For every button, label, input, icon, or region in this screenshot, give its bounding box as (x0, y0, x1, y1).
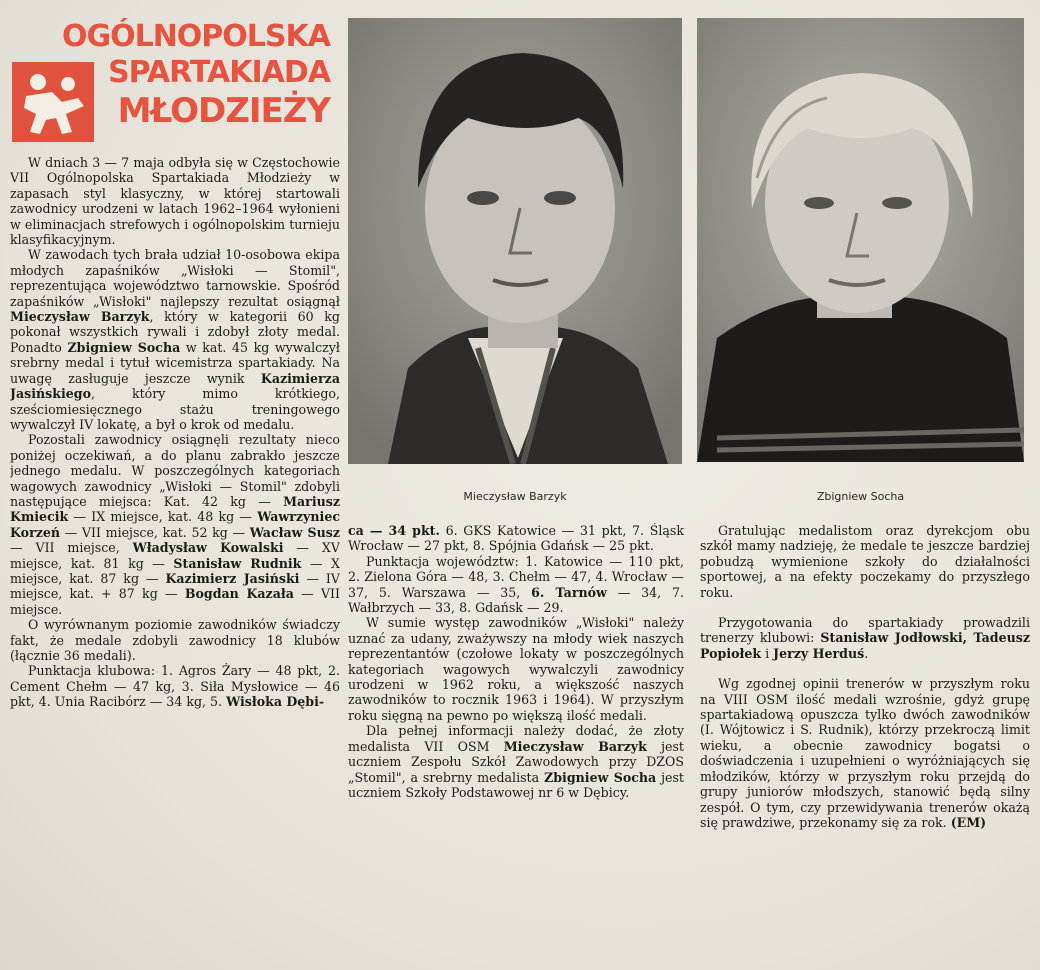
article-column-3 (700, 523, 1030, 963)
photo-mieczyslaw-barzyk (348, 18, 682, 464)
paragraph: W sumie występ zawodników „Wisłoki" należy uznać za udany, zważywszy na młody wiek naszych reprezentantów (czołowe lokaty w poszczególnych kategoriach wagowych wywalczyli zawodnicy urodzeni w 1962 roku, a większość naszych zawodników to rocznik 1963 i 1964). W przyszłym roku sięgną na pewno po większą ilość medali. (348, 615, 684, 723)
paragraph: Gratulując medalistom oraz dyrekcjom obu szkół mamy nadzieję, że medale te jeszcze bardziej pobudzą wymienione szkoły do działalności sportowej, a na efekty poczekamy do przyszłego roku. (700, 523, 1030, 600)
paragraph: Punktacja województw: 1. Katowice — 110 pkt, 2. Zielona Góra — 48, 3. Chełm — 47, 4. Wrocław — 37, 5. Warszawa — 35, 6. Tarnów — 34, 7. Wałbrzych — 33, 8. Gdańsk — 29. (348, 553, 684, 616)
paragraph: W dniach 3 — 7 maja odbyła się w Częstochowie VII Ogólnopolska Spartakiada Młodzieży w zapasach styl klasyczny, w której startowali zawodnicy urodzeni w latach 1962–1964 wyłonieni w eliminacjach strefowych i ogólnopolskim turnieju klasyfikacyjnym. (10, 155, 340, 248)
paragraph: W zawodach tych brała udział 10-osobowa ekipa młodych zapaśników „Wisłoki — Stomil", reprezentująca województwo tarnowskie. Spośród zapaśników „Wisłoki" najlepszy rezultat osiągnął Mieczysław Barzyk, który w kategorii 60 kg pokonał wszystkich rywali i zdobył złoty medal. Ponadto Zbigniew Socha w kat. 45 kg wywalczył srebrny medal i tytuł wicemistrza spartakiady. Na uwagę zasługuje jeszcze wynik Kazimierza Jasińskiego, który mimo krótkiego, sześciomiesięcznego stażu treningowego wywalczył IV lokatę, a był o krok od medalu. (10, 247, 340, 432)
header-line-3: MŁODZIEŻY (117, 91, 330, 131)
header-line-2: SPARTAKIADA (108, 55, 330, 90)
athlete-name: Kazimierza Jasińskiego (10, 370, 340, 402)
author-signature: (EM) (950, 814, 987, 830)
athlete-name: Zbigniew Socha (67, 339, 181, 355)
article-column-2 (348, 523, 684, 963)
athlete-name: Mieczysław Barzyk (10, 309, 150, 325)
header-line-1: OGÓLNOPOLSKA (61, 19, 330, 54)
photo-zbigniew-socha (697, 18, 1024, 462)
photo-caption-left: Mieczysław Barzyk (463, 490, 567, 503)
paragraph: Dla pełnej informacji należy dodać, że złoty medalista VII OSM Mieczysław Barzyk jest uczniem Zespołu Szkół Zawodowych przy DZOS „Stomil", a srebrny medalista Zbigniew Socha jest uczniem Szkoły Podstawowej nr 6 w Dębicy. (348, 723, 684, 800)
paragraph: Pozostali zawodnicy osiągnęli rezultaty nieco poniżej oczekiwań, a do planu zabrakło jeszcze jednego medalu. W poszczególnych kategoriach wagowych zawodnicy „Wisłoki — Stomil" zdobyli następujące miejsca: Kat. 42 kg — Mariusz Kmiecik — IX miejsce, kat. 48 kg — Wawrzyniec Korzeń — VII miejsce, kat. 52 kg — Wacław Susz — VII miejsce, Władysław Kowalski — XV miejsce, kat. 81 kg — Stanisław Rudnik — X miejsce, kat. 87 kg — Kazimierz Jasiński — IV miejsce, kat. + 87 kg — Bogdan Kazała — VII miejsce. (10, 432, 340, 617)
spartakiada-header (12, 20, 332, 145)
wrestlers-logo-icon (12, 62, 94, 142)
paragraph: Punktacja klubowa: 1. Agros Żary — 48 pkt, 2. Cement Chełm — 47 kg, 3. Siła Mysłowice — 46 pkt, 4. Unia Racibórz — 34 kg, 5. Wisłoka Dębi- (10, 663, 340, 710)
paragraph: ca — 34 pkt. 6. GKS Katowice — 31 pkt, 7. Śląsk Wrocław — 27 pkt, 8. Spójnia Gdańsk — 25 pkt. (348, 523, 684, 554)
paragraph: Wg zgodnej opinii trenerów w przyszłym roku na VIII OSM ilość medali wzrośnie, gdyż grupę spartakiadową opuszcza tylko dwóch zawodników (I. Wójtowicz i S. Rudnik), którzy przekroczą limit wieku, a obecnie zawodnicy bogatsi o doświadczenia i uzupełnieni o wyróżniających się młodzików, którzy w przyszłym roku przejdą do grupy juniorów młodszych, stanowić będą silny zespół. O tym, czy przewidywania trenerów okażą się prawdziwe, przekonamy się za rok. (EM) (700, 676, 1030, 830)
article-column-1 (10, 155, 340, 965)
paragraph: O wyrównanym poziomie zawodników świadczy fakt, że medale zdobyli zawodnicy 18 klubów (łącznie 36 medali). (10, 617, 340, 663)
paragraph: Przygotowania do spartakiady prowadzili trenerzy klubowi: Stanisław Jodłowski, Tadeusz Popiołek i Jerzy Herduś. (700, 615, 1030, 661)
photo-caption-right: Zbigniew Socha (816, 490, 905, 503)
